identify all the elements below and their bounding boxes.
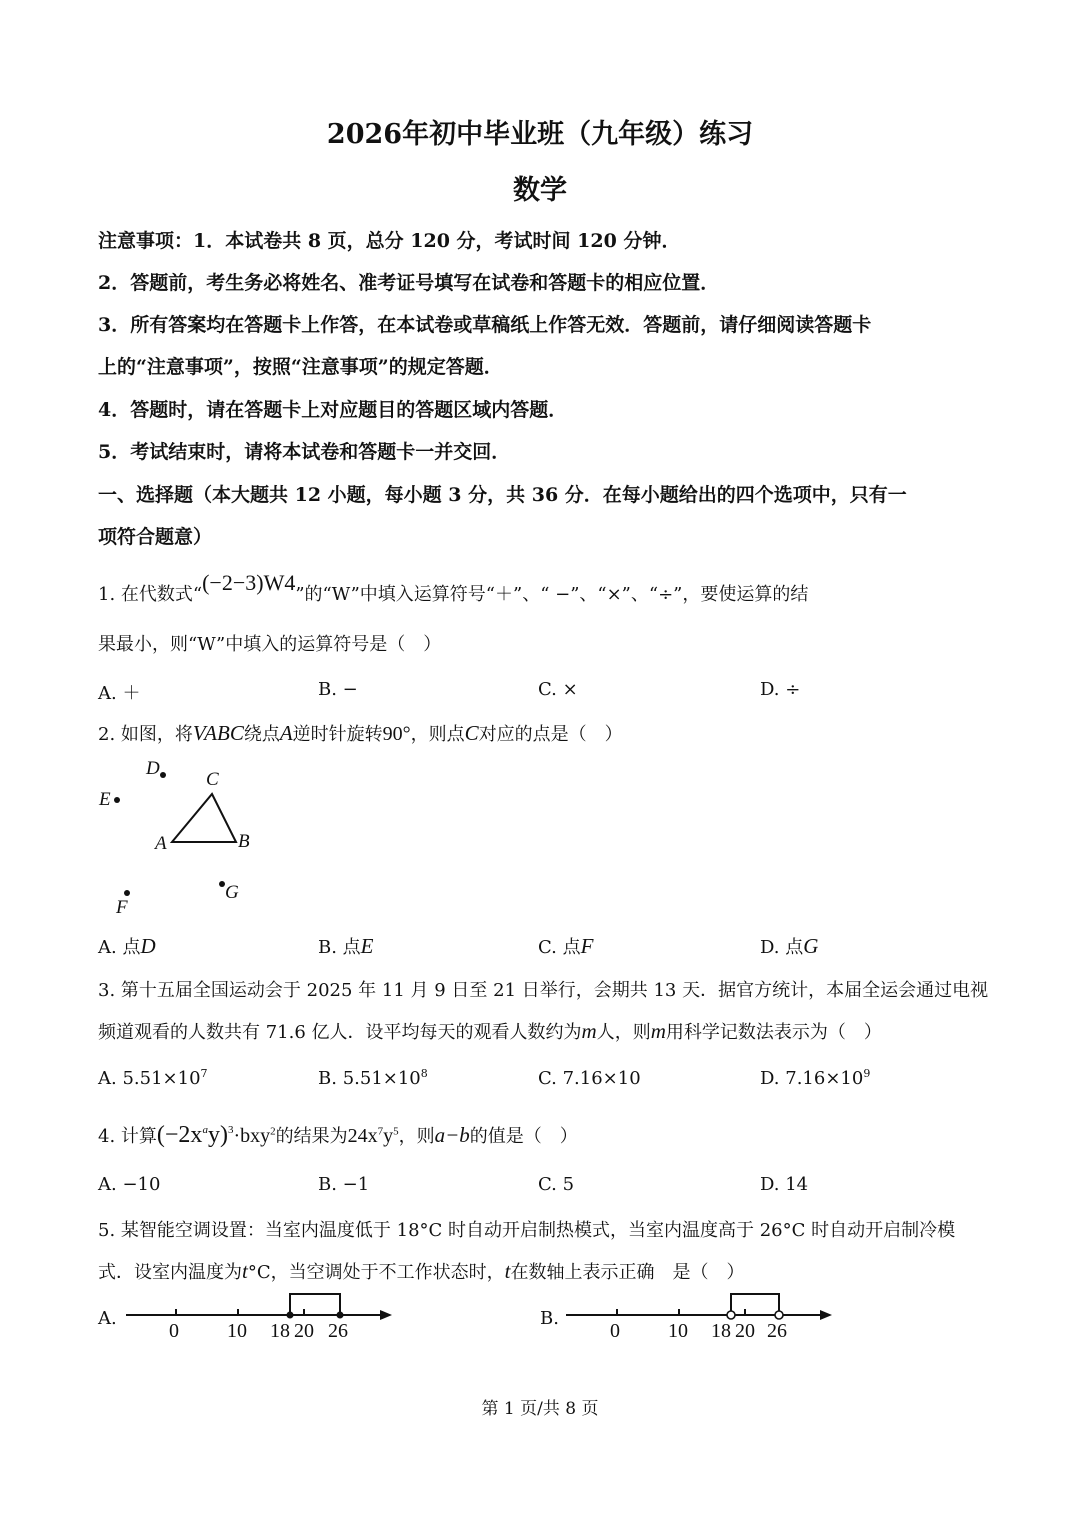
- note-line-1: 注意事项：1．本试卷共 8 页，总分 120 分，考试时间 120 分钟．: [98, 230, 681, 252]
- q3-option-c[interactable]: C. 7.16×10: [538, 1068, 641, 1089]
- q1-option-d[interactable]: D. ÷: [760, 679, 801, 700]
- nl-b-tick-18: 18: [711, 1320, 731, 1342]
- nl-a-tick-18: 18: [270, 1320, 290, 1342]
- q4-option-b[interactable]: B. −1: [318, 1174, 370, 1195]
- q2-option-c[interactable]: C. 点F: [538, 934, 594, 958]
- question-5-line-1: 5. 某智能空调设置：当室内温度低于 18°C 时自动开启制热模式，当室内温度高于 26°C 时自动开启制冷模: [98, 1220, 956, 1241]
- label-d: D: [146, 758, 160, 779]
- q4-expression: $(-2x^ay)^3$: [156, 1122, 234, 1148]
- label-g: G: [225, 882, 239, 903]
- q4-option-c[interactable]: C. 5: [538, 1174, 575, 1195]
- q4-option-a[interactable]: A. −10: [98, 1174, 161, 1195]
- section-heading-line-2: 项符合题意）: [98, 526, 213, 548]
- point-d-dot: [160, 772, 166, 778]
- question-5-line-2: 式．设室内温度为t°C，当空调处于不工作状态时，t在数轴上表示正确 是（ ）: [98, 1259, 745, 1283]
- nl-a-tick-20: 20: [294, 1320, 314, 1342]
- page-footer: 第 1 页/共 8 页: [481, 1399, 599, 1419]
- nl-a-tick-0: 0: [169, 1320, 179, 1342]
- nl-b-tick-10: 10: [668, 1320, 688, 1342]
- q3-option-b[interactable]: B. $5.51\times 10^8$: [318, 1067, 428, 1089]
- point-f-dot: [124, 890, 130, 896]
- note-line-3: 3．所有答案均在答题卡上作答，在本试卷或草稿纸上作答无效．答题前，请仔细阅读答题卡: [98, 314, 872, 336]
- q4-result: $24x^7y^5$: [347, 1125, 399, 1147]
- nl-b-tick-26: 26: [767, 1320, 787, 1342]
- q1-option-a[interactable]: A. ＋: [98, 683, 141, 704]
- note-line-2: 2．答题前，考生务必将姓名、准考证号填写在试卷和答题卡的相应位置．: [98, 272, 720, 294]
- question-1-line-2: 果最小，则“W”中填入的运算符号是（ ）: [98, 634, 442, 655]
- question-2-stem: 2. 如图，将VABC绕点A逆时针旋转90°，则点C对应的点是（ ）: [98, 721, 623, 745]
- q1-expression: (−2−3)W4: [202, 570, 296, 595]
- q5-option-b-label[interactable]: B.: [540, 1308, 559, 1329]
- label-a: A: [155, 833, 167, 854]
- q2-option-a[interactable]: A. 点D: [98, 934, 156, 958]
- question-3-line-2: 频道观看的人数共有 71.6 亿人．设平均每天的观看人数约为m人，则m用科学记数法表示为（ ）: [98, 1019, 882, 1043]
- question-1-line-1: 1. 在代数式“(−2−3)W4”的“W”中填入运算符号“＋”、“ −”、“×”、“÷”，要使运算的结: [98, 570, 809, 605]
- nl-a-tick-10: 10: [227, 1320, 247, 1342]
- question-4-stem: 4. 计算$(-2x^ay)^3\cdot bxy^2$的结果为$24x^7y^5$，则a−b的值是（ ）: [98, 1122, 578, 1148]
- q3-option-d[interactable]: D. $7.16\times 10^9$: [760, 1067, 871, 1089]
- question-3-line-1: 3. 第十五届全国运动会于 2025 年 11 月 9 日至 21 日举行，会期共 13 天．据官方统计，本届全运会通过电视: [98, 980, 989, 1001]
- section-heading-line-1: 一、选择题（本大题共 12 小题，每小题 3 分，共 36 分．在每小题给出的四个选项中，只有一: [98, 484, 907, 506]
- point-e-dot: [114, 797, 120, 803]
- label-c: C: [206, 769, 219, 790]
- q3-option-a[interactable]: A. $5.51\times 10^7$: [98, 1067, 208, 1089]
- note-line-4: 上的“注意事项”，按照“注意事项”的规定答题．: [98, 356, 503, 378]
- label-b: B: [238, 831, 250, 852]
- nl-a-tick-26: 26: [328, 1320, 348, 1342]
- q4-option-d[interactable]: D. 14: [760, 1174, 809, 1195]
- exam-title: 2026年初中毕业班（九年级）练习: [326, 119, 754, 150]
- note-line-6: 5．考试结束时，请将本试卷和答题卡一并交回．: [98, 441, 511, 463]
- note-line-5: 4．答题时，请在答题卡上对应题目的答题区域内答题．: [98, 399, 568, 421]
- q5-option-a-label[interactable]: A.: [98, 1308, 117, 1329]
- label-e: E: [99, 789, 111, 810]
- subject-title: 数学: [513, 175, 567, 206]
- q1-option-b[interactable]: B. −: [318, 679, 358, 700]
- nl-b-tick-20: 20: [735, 1320, 755, 1342]
- label-f: F: [116, 897, 128, 918]
- q2-option-d[interactable]: D. 点G: [760, 934, 819, 958]
- q2-option-b[interactable]: B. 点E: [318, 934, 374, 958]
- q1-option-c[interactable]: C. ×: [538, 679, 578, 700]
- nl-b-tick-0: 0: [610, 1320, 620, 1342]
- triangle-abc: [172, 794, 236, 842]
